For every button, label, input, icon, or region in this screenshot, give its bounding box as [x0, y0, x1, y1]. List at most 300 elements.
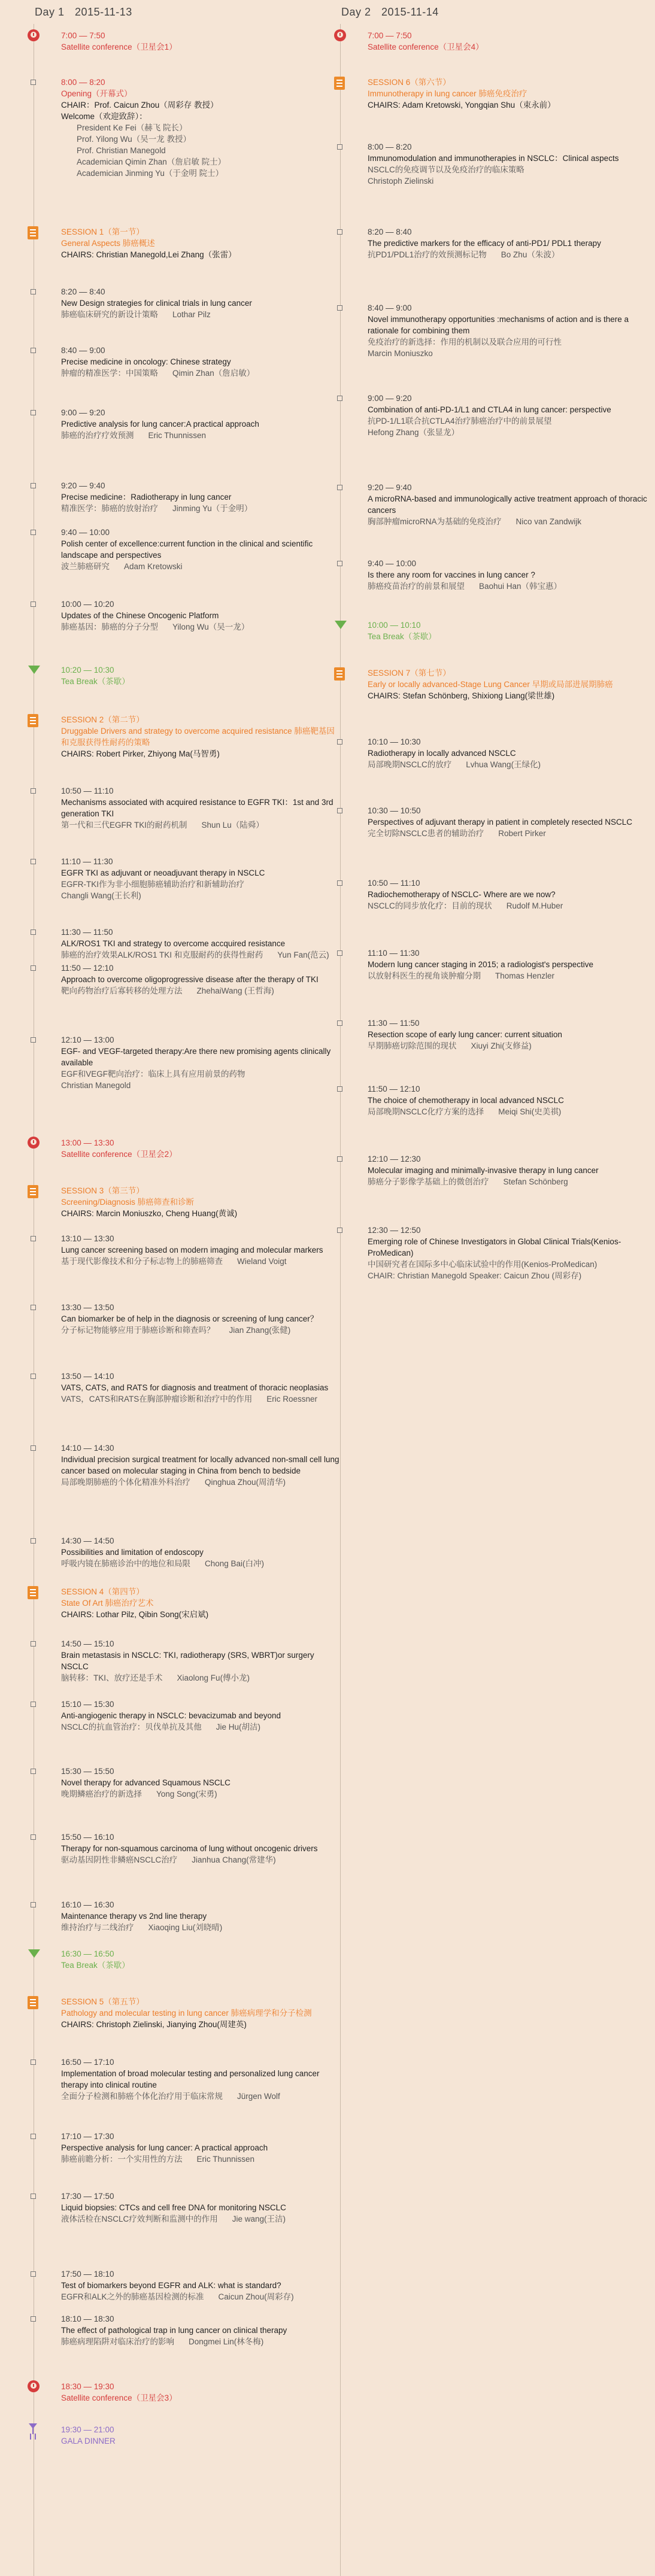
talk-item[interactable]	[368, 877, 655, 912]
talk-item[interactable]	[368, 736, 655, 770]
timeline-marker	[337, 950, 342, 956]
talk-chinese-title	[61, 1788, 342, 1800]
talk-item[interactable]	[61, 2191, 342, 2225]
talk-item[interactable]	[61, 1699, 342, 1733]
session-chairs: CHAIRS: Marcin Moniuszko, Cheng Huang(黄诚)	[61, 1209, 238, 1218]
talk-item[interactable]	[61, 527, 342, 572]
timeline-marker	[31, 2059, 36, 2065]
timeline-marker	[337, 485, 342, 490]
item-title: Satellite conference（卫星会3）	[61, 2393, 177, 2402]
item-time: 19:30 — 21:00	[61, 2425, 114, 2434]
timeline-marker	[337, 144, 342, 150]
item-time: 10:50 — 11:10	[61, 786, 114, 795]
talk-item[interactable]	[368, 302, 655, 359]
tea-break-icon	[28, 1949, 40, 1958]
talk-chinese-title	[368, 249, 655, 260]
talk-chinese-title	[368, 1176, 655, 1187]
item-time: 17:10 — 17:30	[61, 2132, 114, 2141]
timeline-marker	[337, 880, 342, 886]
talk-title: Predictive analysis for lung cancer:A practical approach	[61, 420, 259, 429]
timeline-marker	[31, 965, 36, 971]
talk-chinese-title	[61, 879, 342, 890]
session-label: SESSION 4（第四节）	[61, 1587, 144, 1596]
book-item[interactable]	[61, 714, 342, 760]
talk-chinese-text: 精准医学：肺癌的放射治疗	[61, 504, 158, 513]
talk-speaker: Christian Manegold	[61, 1081, 131, 1090]
talk-chinese-text: 液体活检在NSCLC疗效判断和监测中的作用	[61, 2214, 218, 2223]
talk-speaker: Xiuyi Zhi(支修益)	[471, 1041, 532, 1050]
item-time: 15:30 — 15:50	[61, 1767, 114, 1776]
talk-item[interactable]	[368, 1017, 655, 1052]
talk-item[interactable]	[368, 1153, 655, 1187]
talk-chinese-text: 全面分子检测和肺癌个体化治疗用于临床常规	[61, 2092, 223, 2101]
day-label: Day 2	[341, 6, 371, 18]
talk-speaker: CHAIR: Christian Manegold Speaker: Caicun Zhou (周彩存)	[368, 1271, 582, 1280]
talk-chinese-text: 完全切除NSCLC患者的辅助治疗	[368, 829, 484, 838]
item-time: 10:20 — 10:30	[61, 666, 114, 675]
talk-chinese-title	[61, 503, 342, 514]
talk-item[interactable]	[61, 1766, 342, 1800]
talk-chinese-title	[368, 1259, 655, 1270]
timeline-marker	[337, 561, 342, 566]
item-time: 8:40 — 9:00	[61, 346, 105, 355]
item-title: Tea Break（茶歇）	[61, 1961, 130, 1970]
talk-item[interactable]	[61, 1831, 342, 1866]
timeline-marker	[31, 1902, 36, 1907]
item-time: 12:30 — 12:50	[368, 1226, 421, 1235]
talk-chinese-title	[61, 1068, 342, 1080]
talk-item[interactable]	[61, 407, 342, 441]
talk-chinese-title	[61, 1922, 342, 1933]
timeline-marker	[31, 2194, 36, 2199]
talk-chinese-text: 免疫治疗的新选择：作用的机制以及联合应用的可行性	[368, 338, 562, 347]
talk-item[interactable]	[61, 1302, 342, 1336]
item-time: 12:10 — 12:30	[368, 1155, 421, 1164]
talk-chinese-text: 呼吸内镜在肺癌诊治中的地位和局限	[61, 1559, 190, 1568]
talk-item[interactable]	[61, 2313, 342, 2347]
talk-speaker: ZhehaiWang (王哲海)	[196, 986, 274, 995]
session-subtitle: Pathology and molecular testing in lung cancer 肺癌病理学和分子检测	[61, 2009, 312, 2018]
talk-chinese-text: 胸部肿瘤microRNA为基础的免疫治疗	[368, 517, 502, 526]
session-subtitle: General Aspects 肺癌概述	[61, 239, 155, 248]
talk-chinese-text: 中国研究者在国际多中心临床试验中的作用(Kenios-ProMedican)	[368, 1260, 598, 1269]
timeline-marker	[337, 229, 342, 235]
talk-chinese-text: 晚期鳞癌治疗的新选择	[61, 1790, 142, 1799]
talk-speaker: Xiaolong Fu(傅小龙)	[177, 1673, 250, 1682]
talk-item[interactable]	[61, 1899, 342, 1933]
timeline-marker	[31, 1305, 36, 1310]
book-item[interactable]	[61, 1586, 342, 1620]
talk-title: Combination of anti-PD-1/L1 and CTLA4 in lung cancer: perspective	[368, 405, 611, 414]
session-label: SESSION 2（第二节）	[61, 715, 144, 724]
item-time: 14:30 — 14:50	[61, 1536, 114, 1545]
wine-glass-icon	[28, 2423, 38, 2435]
session-item[interactable]	[61, 77, 342, 179]
talk-item[interactable]	[61, 286, 342, 320]
timeline-marker	[337, 396, 342, 401]
talk-speaker: Robert Pirker	[498, 829, 546, 838]
talk-title: Liquid biopsies: CTCs and cell free DNA for monitoring NSCLC	[61, 2203, 286, 2212]
item-time: 12:10 — 13:00	[61, 1035, 114, 1044]
talk-speaker: Jie Hu(胡洁)	[216, 1723, 261, 1731]
item-time: 11:50 — 12:10	[61, 964, 114, 973]
item-time: 13:10 — 13:30	[61, 1234, 114, 1243]
day2-column	[313, 0, 647, 2576]
alarm-clock-icon	[28, 29, 40, 41]
item-time: 10:00 — 10:10	[368, 621, 421, 630]
talk-item[interactable]	[368, 226, 655, 260]
item-time: 18:30 — 19:30	[61, 2382, 114, 2391]
talk-item[interactable]	[368, 947, 655, 982]
tea-break-icon	[335, 621, 347, 629]
item-time: 9:40 — 10:00	[368, 559, 417, 568]
talk-title: VATS, CATS, and RATS for diagnosis and treatment of thoracic neoplasias	[61, 1383, 329, 1392]
talk-item[interactable]	[61, 1233, 342, 1267]
talk-chinese-text: 基于现代影像技术和分子标志物上的肺癌筛查	[61, 1257, 223, 1266]
timeline-marker	[31, 2316, 36, 2322]
talk-speaker: Lothar Pilz	[172, 310, 211, 319]
book-icon	[28, 714, 38, 727]
talk-title: ALK/ROS1 TKI and strategy to overcome accquired resistance	[61, 939, 286, 948]
talk-item[interactable]	[368, 141, 655, 187]
talk-title: Novel immunotherapy opportunities :mechanisms of action and is there a rationale for combining them	[368, 315, 629, 335]
talk-chinese-text: 肺癌病理陷阱对临床治疗的影响	[61, 2337, 174, 2346]
item-time: 8:00 — 8:20	[368, 142, 412, 151]
book-item[interactable]	[368, 77, 655, 111]
item-time: 13:00 — 13:30	[61, 1138, 114, 1147]
talk-speaker: Baohui Han（韩宝惠）	[479, 582, 562, 591]
talk-chinese-title	[368, 164, 655, 175]
talk-chinese-title	[61, 2091, 342, 2102]
item-time: 16:30 — 16:50	[61, 1949, 114, 1958]
talk-chinese-text: 肺癌分子影像学基础上的微创治疗	[368, 1177, 489, 1186]
talk-chinese-title	[61, 1256, 342, 1267]
talk-title: Anti-angiogenic therapy in NSCLC: bevacizumab and beyond	[61, 1711, 281, 1720]
item-time: 13:30 — 13:50	[61, 1303, 114, 1312]
session-chairs: CHAIRS: Adam Kretowski, Yongqian Shu（束永前）	[368, 101, 556, 110]
item-time: 11:30 — 11:50	[61, 928, 113, 937]
talk-title: Lung cancer screening based on modern imaging and molecular markers	[61, 1246, 323, 1254]
talk-item[interactable]	[368, 558, 655, 592]
talk-chinese-title	[61, 2213, 342, 2225]
book-item[interactable]	[61, 226, 342, 260]
talk-chinese-title	[61, 985, 342, 997]
talk-speaker: Rudolf M.Huber	[506, 901, 563, 910]
talk-item[interactable]	[61, 599, 342, 633]
book-item[interactable]	[61, 1185, 342, 1219]
talk-item[interactable]	[61, 2268, 342, 2302]
timeline-marker	[337, 739, 342, 745]
alarm-clock-icon	[334, 29, 346, 41]
talk-speaker: Stefan Schönberg	[503, 1177, 568, 1186]
timeline-marker	[31, 2134, 36, 2139]
talk-chinese-title	[61, 2291, 342, 2302]
talk-chinese-title	[61, 309, 342, 320]
talk-item[interactable]	[368, 1083, 655, 1117]
satellite-item[interactable]	[368, 30, 655, 53]
talk-title: Possibilities and limitation of endoscopy	[61, 1548, 204, 1557]
talk-chinese-title	[368, 336, 655, 348]
talk-chinese-title	[61, 561, 342, 572]
book-icon	[28, 1185, 38, 1198]
talk-title: Mechanisms associated with acquired resistance to EGFR TKI：1st and 3rd generation TKI	[61, 798, 333, 818]
timeline-marker	[31, 602, 36, 607]
day1-column	[6, 0, 339, 2576]
talk-title: Precise medicine in oncology: Chinese strategy	[61, 357, 231, 366]
day-date: 2015-11-14	[381, 6, 439, 18]
item-time: 8:20 — 8:40	[368, 227, 412, 236]
talk-speaker: Yilong Wu（吴一龙）	[172, 622, 250, 631]
session-label: SESSION 3（第三节）	[61, 1186, 144, 1195]
timeline-marker	[31, 1702, 36, 1707]
item-time: 15:50 — 16:10	[61, 1833, 114, 1842]
welcome-speaker: Academician Jinming Yu（于金明 院士）	[77, 169, 224, 178]
talk-item[interactable]	[61, 480, 342, 514]
talk-title: A microRNA-based and immunologically active treatment approach of thoracic cancers	[368, 494, 647, 515]
talk-item[interactable]	[61, 1638, 342, 1684]
timeline-marker	[31, 483, 36, 488]
talk-chinese-text: 肺癌疫苗治疗的前景和展望	[368, 582, 465, 591]
timeline-marker	[31, 80, 36, 85]
talk-chinese-title	[61, 1854, 342, 1866]
talk-item[interactable]	[61, 962, 342, 997]
talk-speaker: Jinming Yu（于金明）	[172, 504, 253, 513]
item-time: 17:50 — 18:10	[61, 2270, 114, 2279]
timeline-line	[340, 24, 341, 2576]
talk-title: Therapy for non-squamous carcinoma of lung without oncogenic drivers	[61, 1844, 318, 1853]
talk-speaker: Jian Zhang(张健)	[229, 1326, 291, 1335]
talk-item[interactable]	[368, 805, 655, 839]
talk-title: Radiotherapy in locally advanced NSCLC	[368, 749, 516, 758]
talk-chinese-title	[368, 828, 655, 839]
talk-title: Implementation of broad molecular testing and personalized lung cancer therapy into clinical routine	[61, 2069, 320, 2089]
item-time: 16:50 — 17:10	[61, 2058, 114, 2067]
session-chairs: CHAIRS: Robert Pirker, Zhiyong Ma(马智勇)	[61, 749, 220, 758]
talk-title: Test of biomarkers beyond EGFR and ALK: what is standard?	[61, 2281, 281, 2290]
talk-title: Approach to overcome oligoprogressive disease after the therapy of TKI	[61, 975, 319, 984]
talk-speaker: Nico van Zandwijk	[515, 517, 582, 526]
item-time: 10:30 — 10:50	[368, 806, 421, 815]
timeline-marker	[31, 859, 36, 864]
talk-item[interactable]	[368, 1225, 655, 1281]
talk-title: Is there any room for vaccines in lung cancer ?	[368, 570, 535, 579]
talk-speaker: Jianhua Chang(常建华)	[192, 1855, 276, 1864]
talk-chinese-title	[61, 1558, 342, 1569]
talk-item[interactable]	[61, 1442, 342, 1488]
item-time: 16:10 — 16:30	[61, 1900, 114, 1909]
talk-speaker: Dongmei Lin(林冬梅)	[189, 2337, 264, 2346]
talk-chinese-text: 抗PD-1/L1联合抗CTLA4治疗肺癌治疗中的前景展望	[368, 417, 552, 426]
talk-title: Maintenance therapy vs 2nd line therapy	[61, 1912, 207, 1921]
talk-chinese-text: EGFR和ALK之外的肺癌基因检测的标准	[61, 2292, 204, 2301]
talk-title: Novel therapy for advanced Squamous NSCLC	[61, 1778, 231, 1787]
timeline-marker	[337, 1228, 342, 1233]
talk-chinese-text: 局部晚期NSCLC的放疗	[368, 760, 452, 769]
talk-chinese-text: VATS，CATS和RATS在胸部肿瘤诊断和治疗中的作用	[61, 1395, 253, 1404]
day-date: 2015-11-13	[75, 6, 132, 18]
book-item[interactable]	[368, 667, 655, 701]
timeline-marker	[31, 1236, 36, 1241]
talk-item[interactable]	[61, 2131, 342, 2165]
talk-speaker: Eric Roessner	[266, 1395, 318, 1404]
talk-speaker: Eric Thunnissen	[196, 2155, 255, 2164]
talk-title: Resection scope of early lung cancer: current situation	[368, 1030, 562, 1039]
satellite-item[interactable]	[61, 2381, 342, 2404]
satellite-item[interactable]	[61, 30, 342, 53]
break-item[interactable]	[61, 1948, 342, 1971]
talk-speaker: Jürgen Wolf	[237, 2092, 280, 2101]
item-time: 9:00 — 9:20	[61, 408, 105, 417]
talk-chinese-title	[61, 1477, 342, 1488]
item-title: Satellite conference（卫星会2）	[61, 1150, 177, 1159]
timeline-marker	[31, 1641, 36, 1647]
welcome-speaker: Academician Qimin Zhan（詹启敏 院士）	[77, 157, 226, 166]
talk-speaker: Chong Bai(白冲)	[205, 1559, 265, 1568]
talk-chinese-text: 以放射科医生的视角谈肿瘤分期	[368, 971, 481, 980]
satellite-item[interactable]	[61, 1137, 342, 1160]
item-time: 11:10 — 11:30	[368, 949, 420, 958]
talk-chinese-text: 局部晚期NSCLC化疗方案的选择	[368, 1107, 484, 1116]
talk-chinese-title	[61, 949, 342, 961]
talk-speaker: Hefong Zhang（张显龙）	[368, 428, 460, 437]
item-title: Tea Break（茶歇）	[368, 632, 436, 641]
book-icon	[334, 77, 345, 90]
talk-chinese-text: NSCLC的同步放化疗：目前的现状	[368, 901, 492, 910]
talk-item[interactable]	[61, 1535, 342, 1569]
talk-chinese-text: 分子标记物能够应用于肺癌诊断和筛查吗？	[61, 1326, 215, 1335]
talk-speaker: Shun Lu（陆舜）	[201, 821, 264, 830]
book-icon	[28, 1586, 38, 1599]
talk-speaker: Qimin Zhan（詹启敏）	[172, 369, 255, 378]
timeline-marker	[31, 1769, 36, 1774]
talk-title: The choice of chemotherapy in local advanced NSCLC	[368, 1096, 564, 1105]
talk-speaker: Jie wang(王洁)	[232, 2214, 286, 2223]
session-subtitle: State Of Art 肺癌治疗艺术	[61, 1599, 154, 1608]
timeline-marker	[31, 410, 36, 415]
talk-title: Emerging role of Chinese Investigators in Global Clinical Trials(Kenios-ProMedican)	[368, 1237, 621, 1257]
timeline-marker	[31, 289, 36, 294]
welcome-speaker: Prof. Yilong Wu（吴一龙 教授）	[77, 135, 192, 144]
talk-chinese-text: EGF和VEGF靶向治疗：临床上具有应用前景的药物	[61, 1070, 245, 1079]
talk-chinese-text: 肿瘤的精准医学：中国策略	[61, 369, 158, 378]
talk-item[interactable]	[61, 2056, 342, 2102]
break-item[interactable]	[368, 619, 655, 642]
item-time: 10:50 — 11:10	[368, 879, 420, 888]
talk-title: The effect of pathological trap in lung cancer on clinical therapy	[61, 2326, 287, 2335]
item-title: GALA DINNER	[61, 2437, 116, 2446]
talk-chinese-title	[368, 1106, 655, 1117]
talk-chinese-text: 波兰肺癌研究	[61, 562, 110, 571]
talk-chinese-text: 靶向药物治疗后寡转移的处理方法	[61, 986, 183, 995]
talk-chinese-text: 驱动基因阴性非鳞癌NSCLC治疗	[61, 1855, 178, 1864]
talk-title: New Design strategies for clinical trials in lung cancer	[61, 299, 252, 308]
session-chairs: CHAIRS: Stefan Schönberg, Shixiong Liang(梁世雄)	[368, 691, 555, 700]
talk-chinese-title	[61, 2153, 342, 2165]
talk-title: Brain metastasis in NSCLC: TKI, radiotherapy (SRS, WBRT)or surgery NSCLC	[61, 1651, 314, 1671]
welcome-label: Welcome（欢迎致辞）：	[61, 112, 147, 121]
session-label: SESSION 6（第六节）	[368, 78, 451, 87]
timeline-marker	[337, 1020, 342, 1026]
talk-speaker: Marcin Moniuszko	[368, 349, 433, 358]
item-chair: CHAIR：Prof. Caicun Zhou（周彩存 教授）	[61, 101, 219, 110]
talk-title: Individual precision surgical treatment for locally advanced non-small cell lung cancer based on molecular staging in China from bench to bedside	[61, 1455, 339, 1475]
book-icon	[334, 667, 345, 681]
talk-speaker: Lvhua Wang(王绿化)	[466, 760, 541, 769]
talk-chinese-text: 肺癌的治疗效果ALK/ROS1 TKI 和克服耐药的获得性耐药	[61, 950, 263, 959]
talk-item[interactable]	[61, 1371, 342, 1405]
talk-item[interactable]	[368, 482, 655, 527]
session-label: SESSION 5（第五节）	[61, 1997, 144, 2006]
talk-item[interactable]	[61, 345, 342, 379]
day-header	[35, 6, 132, 19]
item-title: Satellite conference（卫星会1）	[61, 42, 177, 51]
day-label: Day 1	[35, 6, 65, 18]
talk-item[interactable]	[61, 926, 342, 961]
timeline-marker	[31, 1538, 36, 1544]
item-time: 9:20 — 9:40	[368, 483, 412, 492]
talk-speaker: Yong Song(宋勇)	[156, 1790, 217, 1799]
talk-chinese-title	[61, 1325, 342, 1336]
item-time: 11:10 — 11:30	[61, 857, 113, 866]
session-subtitle: Immunotherapy in lung cancer 肺癌免疫治疗	[368, 89, 527, 98]
timeline-marker	[31, 788, 36, 794]
talk-chinese-title	[368, 900, 655, 912]
talk-chinese-text: 局部晚期肺癌的个体化精准外科治疗	[61, 1478, 190, 1487]
item-title: Opening（开幕式）	[61, 89, 132, 98]
talk-title: Perspectives of adjuvant therapy in patient in completely resected NSCLC	[368, 818, 632, 827]
talk-speaker: Bo Zhu（朱波）	[501, 250, 560, 259]
item-time: 8:40 — 9:00	[368, 303, 412, 312]
break-item[interactable]	[61, 664, 342, 687]
book-item[interactable]	[61, 1996, 342, 2030]
talk-title: The predictive markers for the efficacy of anti-PD1/ PDL1 therapy	[368, 239, 601, 248]
talk-item[interactable]	[368, 393, 655, 438]
talk-item[interactable]	[61, 785, 342, 831]
talk-chinese-title	[61, 2336, 342, 2347]
talk-chinese-text: 维持治疗与二线治疗	[61, 1923, 134, 1932]
talk-item[interactable]	[61, 1034, 342, 1091]
talk-chinese-text: 肺癌临床研究的新设计策略	[61, 310, 158, 319]
welcome-speaker: President Ke Fei（赫飞 院长）	[77, 123, 187, 132]
alarm-clock-icon	[28, 1137, 40, 1149]
talk-chinese-title	[368, 516, 655, 527]
timeline-marker	[337, 808, 342, 813]
talk-title: Updates of the Chinese Oncogenic Platform	[61, 611, 219, 620]
session-chairs: CHAIRS: Lothar Pilz, Qibin Song(宋启斌)	[61, 1610, 209, 1619]
welcome-speaker: Prof. Christian Manegold	[77, 146, 166, 155]
timeline-marker	[31, 1445, 36, 1451]
talk-item[interactable]	[61, 856, 342, 901]
talk-chinese-title	[368, 1040, 655, 1052]
item-time: 8:20 — 8:40	[61, 287, 105, 296]
item-time: 14:50 — 15:10	[61, 1639, 114, 1648]
session-chairs: CHAIRS: Christoph Zielinski, Jianying Zhou(周建英)	[61, 2020, 247, 2029]
talk-speaker: Xiaoqing Liu(刘晓晴)	[148, 1923, 223, 1932]
session-label: SESSION 1（第一节）	[61, 227, 144, 236]
item-time: 10:00 — 10:20	[61, 600, 114, 609]
timeline-marker	[337, 1156, 342, 1162]
item-time: 11:30 — 11:50	[368, 1019, 420, 1028]
talk-chinese-title	[61, 430, 342, 441]
item-title: Tea Break（茶歇）	[61, 677, 130, 686]
item-time: 9:20 — 9:40	[61, 481, 105, 490]
item-time: 9:40 — 10:00	[61, 528, 110, 537]
item-title: Satellite conference（卫星会4）	[368, 42, 484, 51]
dinner-item[interactable]	[61, 2424, 342, 2447]
session-subtitle: Early or locally advanced-Stage Lung Cancer 早期或局部进展期肺癌	[368, 680, 613, 689]
talk-speaker: Eric Thunnissen	[148, 431, 207, 440]
talk-title: Can biomarker be of help in the diagnosis or screening of lung cancer？	[61, 1314, 319, 1323]
